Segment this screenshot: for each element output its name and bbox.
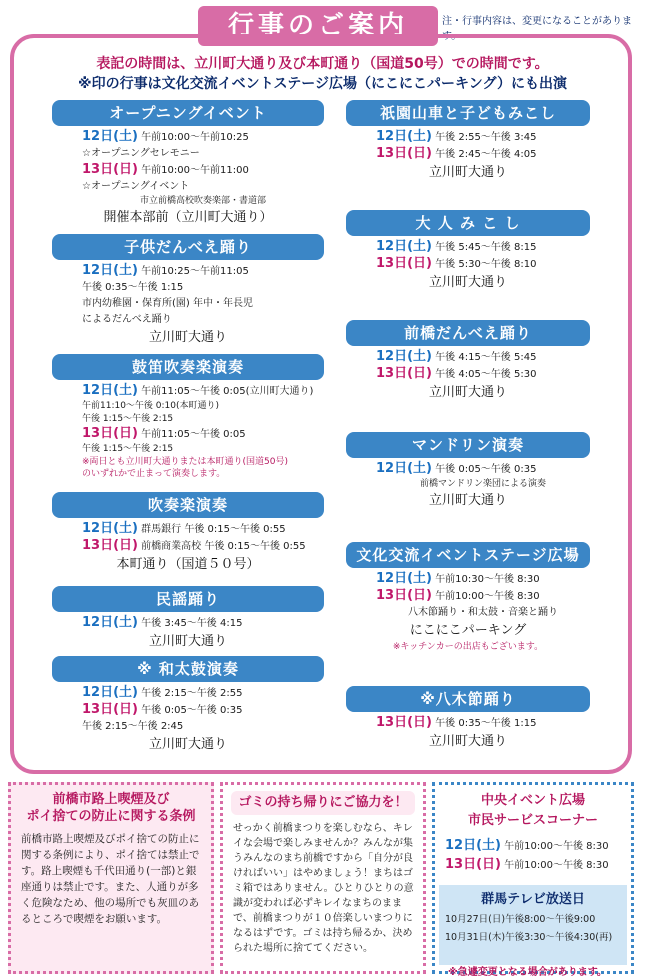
schedule-text: 市立前橋高校吹奏楽部・書道部 (139, 196, 266, 206)
schedule-line (376, 349, 590, 366)
schedule-text: 午前10:25～午前11:05 (141, 266, 249, 277)
schedule-text: 市内幼稚園・保育所(園) 年中・年長児 (82, 298, 253, 309)
schedule-line (82, 263, 324, 280)
event-body (346, 712, 590, 732)
schedule-line (82, 702, 324, 719)
event-title: ※ 和太鼓演奏 (52, 656, 324, 682)
schedule-line (82, 280, 324, 296)
schedule-text: ☆オープニングセレモニー (82, 148, 200, 159)
event-location: 立川町大通り (428, 493, 507, 508)
event-title: 鼓笛吹奏楽演奏 (52, 354, 324, 380)
service-date-12: 12日(土) (445, 838, 501, 853)
schedule-text: のいずれかで止まって演奏します。 (82, 469, 226, 479)
schedule-line (82, 162, 324, 179)
schedule-line (82, 538, 324, 555)
event-location: 開催本部前（立川町大通り） (103, 210, 273, 225)
service-date-13: 13日(日) (445, 857, 501, 872)
event-body (52, 518, 324, 555)
event-title: オープニングイベント (52, 100, 324, 126)
schedule-line (82, 129, 324, 146)
schedule-date: 13日(日) (376, 256, 432, 271)
schedule-line (376, 256, 590, 273)
smoking-title (11, 785, 211, 825)
event-block (346, 542, 590, 653)
schedule-date: 13日(日) (376, 588, 432, 603)
smoking-ordinance-box (8, 782, 214, 974)
tv-date-1: 10月27日(日)午後8:00～午後9:00 (445, 914, 596, 925)
schedule-line (82, 443, 324, 456)
schedule-text: ☆オープニングイベント (82, 181, 190, 192)
event-title: 民謡踊り (52, 586, 324, 612)
event-body (346, 458, 590, 491)
event-body (346, 236, 590, 273)
event-block (52, 354, 324, 480)
event-location: 本町通り（国道５０号） (116, 557, 260, 572)
schedule-text: 午前10:00～午前11:00 (141, 165, 249, 176)
schedule-date: 12日(土) (82, 263, 138, 278)
event-block (346, 100, 590, 183)
event-body (52, 612, 324, 632)
schedule-text: 午後 4:15～午後 5:45 (435, 352, 537, 363)
schedule-text: 午前10:00～午前10:25 (141, 132, 249, 143)
smoking-body: 前橋市路上喫煙及びポイ捨ての防止に関する条例により、ポイ捨ては禁止です。路上喫煙も千代田通り(一部)と銀座通りは禁止です。また、人通りが多く危険なため、他の場所でも灰皿のあるところで喫煙をお願います。 (21, 833, 200, 925)
schedule-date: 12日(土) (376, 129, 432, 144)
schedule-line (376, 146, 590, 163)
schedule-line (82, 312, 324, 328)
service-times (435, 831, 631, 875)
schedule-text: 午前11:05～午後 0:05(立川町大通り) (141, 386, 314, 397)
schedule-text: 午後 2:45～午後 4:05 (435, 149, 537, 160)
citizen-service-box (432, 782, 634, 974)
garbage-title: ゴミの持ち帰りにご協力を！ (231, 791, 415, 815)
schedule-date: 13日(日) (82, 702, 138, 717)
event-block (52, 234, 324, 348)
event-location: 立川町大通り (148, 330, 227, 345)
event-location: 立川町大通り (148, 634, 227, 649)
schedule-date: 12日(土) (82, 685, 138, 700)
schedule-date: 12日(土) (82, 615, 138, 630)
schedule-text: 午前10:30～午後 8:30 (435, 574, 540, 585)
schedule-date: 13日(日) (82, 162, 138, 177)
event-title: 祇園山車と子どもみこし (346, 100, 590, 126)
event-block (52, 492, 324, 575)
service-hours-13: 午前10:00～午後 8:30 (504, 860, 609, 871)
event-location: 立川町大通り (428, 385, 507, 400)
schedule-text: 午後 2:55～午後 3:45 (435, 132, 537, 143)
footer-note: ※急遽変更となる場合があります。 (448, 967, 607, 978)
event-block (346, 432, 590, 511)
schedule-line (82, 521, 324, 538)
schedule-line (376, 571, 590, 588)
schedule-date: 12日(土) (82, 383, 138, 398)
event-body (52, 380, 324, 480)
service-title-1: 中央イベント広場 (480, 793, 585, 808)
schedule-text: 午後 0:35～午後 1:15 (435, 718, 537, 729)
schedule-line (376, 588, 590, 605)
schedule-text: 午後 2:15～午後 2:45 (82, 721, 184, 732)
schedule-date: 12日(土) (376, 571, 432, 586)
schedule-date: 13日(日) (376, 366, 432, 381)
schedule-line (376, 461, 590, 478)
schedule-line (82, 413, 324, 426)
schedule-line (376, 239, 590, 256)
event-location: 立川町大通り (428, 165, 507, 180)
schedule-text: 午後 2:15～午後 2:55 (141, 688, 243, 699)
event-title: マンドリン演奏 (346, 432, 590, 458)
smoking-title-1: 前橋市路上喫煙及び (52, 792, 170, 807)
event-location: 立川町大通り (428, 275, 507, 290)
event-block (52, 100, 324, 228)
event-title: ※八木節踊り (346, 686, 590, 712)
schedule-text: 午前11:05～午後 0:05 (141, 429, 246, 440)
schedule-date: 12日(土) (376, 349, 432, 364)
intro-line-1: 表記の時間は、立川町大通り及び本町通り（国道50号）での時間です。 (96, 56, 549, 72)
event-location: にこにこパーキング (409, 623, 527, 638)
schedule-text: 前橋マンドリン楽団による演奏 (419, 479, 546, 489)
schedule-text: 前橋商業高校 午後 0:15～午後 0:55 (141, 541, 306, 552)
page-title: 行事のご案内 (198, 6, 438, 46)
schedule-date: 12日(土) (82, 521, 138, 536)
garbage-body: せっかく前橋まつりを楽しむなら、キレイな会場で楽しみませんか？みんなが集うみんなのまち前橋ですから「自分が良ければいい」はやめましょう！まちはゴミ箱ではありません。ひとりひとりの意識が変われば必ずキレイなまちのままで、前橋まつりが１０倍楽しいまつりになるはずです。ゴミは持ち帰るか、決められた場所に捨ててください。 (233, 823, 414, 954)
schedule-line (82, 719, 324, 735)
event-block (346, 320, 590, 403)
schedule-line (82, 468, 324, 480)
schedule-line (376, 366, 590, 383)
garbage-box (220, 782, 426, 974)
schedule-date: 13日(日) (376, 146, 432, 161)
schedule-date: 13日(日) (82, 538, 138, 553)
event-block (346, 210, 590, 293)
schedule-text: 午後 1:15～午後 2:15 (82, 444, 174, 454)
service-title (435, 785, 631, 831)
event-body (52, 682, 324, 735)
schedule-text: 午後 1:15～午後 2:15 (82, 414, 174, 424)
change-notice: 注・行事内容は、変更になることがあります。 (442, 16, 632, 42)
schedule-text: 午後 5:30～午後 8:10 (435, 259, 537, 270)
intro (40, 54, 605, 94)
schedule-line (82, 456, 324, 468)
service-hours-12: 午前10:00～午後 8:30 (504, 841, 609, 852)
schedule-line (82, 146, 324, 162)
intro-line-2: ※印の行事は文化交流イベントステージ広場（にこにこパーキング）にも出演 (78, 76, 567, 92)
schedule-text: 午前10:00～午後 8:30 (435, 591, 540, 602)
service-title-2: 市民サービスコーナー (467, 813, 598, 828)
schedule-text: 午後 4:05～午後 5:30 (435, 369, 537, 380)
schedule-date: 12日(土) (376, 461, 432, 476)
schedule-line (376, 715, 590, 732)
schedule-date: 13日(日) (376, 715, 432, 730)
schedule-line (82, 383, 324, 400)
tv-title: 群馬テレビ放送日 (481, 892, 585, 907)
schedule-line (376, 129, 590, 146)
event-title: 前橋だんべえ踊り (346, 320, 590, 346)
smoking-title-2: ポイ捨ての防止に関する条例 (26, 809, 196, 824)
event-body (52, 260, 324, 328)
schedule-line (82, 426, 324, 443)
event-body (52, 126, 324, 208)
schedule-text: 八木節踊り・和太鼓・音楽と踊り (408, 607, 558, 618)
schedule-text: 午後 0:05～午後 0:35 (141, 705, 243, 716)
schedule-text: 午後 3:45～午後 4:15 (141, 618, 243, 629)
schedule-date: 12日(土) (376, 239, 432, 254)
schedule-line (82, 615, 324, 632)
event-block (346, 686, 590, 752)
schedule-line (82, 195, 324, 208)
event-location: 立川町大通り (428, 734, 507, 749)
schedule-text: 午前11:10～午後 0:10(本町通り) (82, 401, 220, 411)
tv-date-2: 10月31日(木)午後3:30～午後4:30(再) (445, 932, 613, 943)
schedule-text: によるだんべえ踊り (82, 314, 172, 325)
schedule-line (376, 605, 590, 621)
schedule-text: 午後 0:35～午後 1:15 (82, 282, 184, 293)
event-body (346, 126, 590, 163)
service-time-13 (445, 856, 631, 875)
event-block (52, 586, 324, 652)
schedule-text: 午後 0:05～午後 0:35 (435, 464, 537, 475)
schedule-line (82, 685, 324, 702)
event-block (52, 656, 324, 755)
event-title: 吹奏楽演奏 (52, 492, 324, 518)
event-body (346, 568, 590, 621)
event-title: 大 人 み こ し (346, 210, 590, 236)
service-time-12 (445, 837, 631, 856)
schedule-line (376, 478, 590, 491)
schedule-text: ※両日とも立川町大通りまたは本町通り(国道50号) (82, 457, 289, 467)
event-note: ※キッチンカーの出店もございます。 (392, 642, 544, 652)
schedule-line (82, 179, 324, 195)
schedule-text: 午後 5:45～午後 8:15 (435, 242, 537, 253)
schedule-text: 群馬銀行 午後 0:15～午後 0:55 (141, 524, 286, 535)
event-location: 立川町大通り (148, 737, 227, 752)
schedule-line (82, 400, 324, 413)
schedule-date: 12日(土) (82, 129, 138, 144)
event-title: 子供だんべえ踊り (52, 234, 324, 260)
event-body (346, 346, 590, 383)
schedule-date: 13日(日) (82, 426, 138, 441)
event-title: 文化交流イベントステージ広場 (346, 542, 590, 568)
tv-broadcast (439, 885, 627, 965)
schedule-line (82, 296, 324, 312)
